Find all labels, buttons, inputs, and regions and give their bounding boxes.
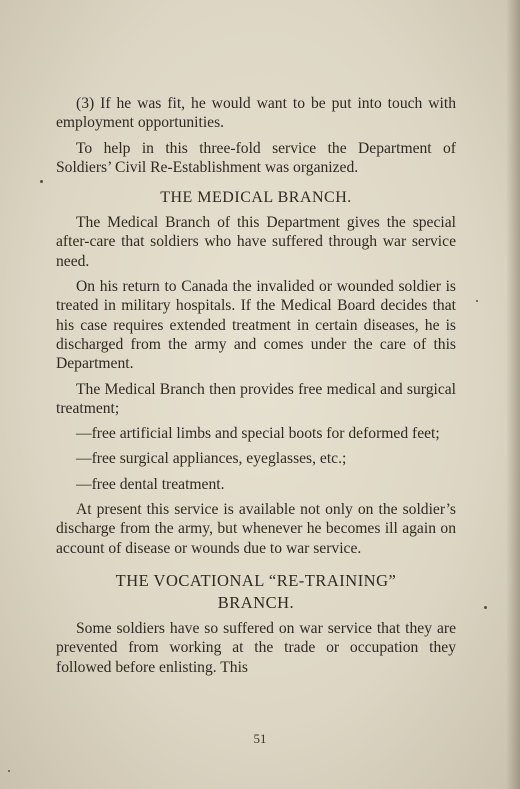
paper-speck: [40, 180, 43, 183]
paper-speck: [476, 300, 478, 302]
paragraph: At present this service is available not only on the soldier’s discharge from the army, but whenever he becomes ill again on account of disease or wounds due to war service.: [56, 501, 456, 557]
section-heading-vocational: [56, 570, 456, 614]
page-number: 51: [253, 731, 267, 746]
paper-speck: [484, 606, 487, 609]
heading-line: BRANCH.: [217, 592, 295, 612]
list-item: —free artificial limbs and special boots for deformed feet;: [76, 425, 440, 443]
paragraph: The Medical Branch then provides free medical and surgical treatment;: [56, 380, 456, 417]
paragraph: On his return to Canada the invalided or wounded soldier is treated in military hospitals. If the Medical Board decides that his case requires extended treatment in certain diseases, he is discharged from the army and comes under the care of this Department.: [56, 278, 456, 373]
paragraph: The Medical Branch of this Department gives the special after-care that soldiers who have suffered through war service need.: [56, 214, 456, 270]
heading-line: THE VOCATIONAL “RE-TRAINING”: [115, 570, 397, 590]
list-item: —free surgical appliances, eyeglasses, etc.;: [76, 450, 347, 468]
body-text: [56, 94, 456, 683]
paragraph: Some soldiers have so suffered on war service that they are prevented from working at the trade or occupation they followed before enlisting. This: [56, 619, 456, 676]
list-item: —free dental treatment.: [76, 475, 225, 493]
paragraph: (3) If he was fit, he would want to be put into touch with employment opportunities.: [56, 95, 456, 132]
paper-speck: [8, 770, 10, 772]
section-heading-medical: THE MEDICAL BRANCH.: [160, 189, 352, 207]
paragraph: To help in this three-fold service the Department of Soldiers’ Civil Re-Establishment was organized.: [56, 139, 456, 176]
